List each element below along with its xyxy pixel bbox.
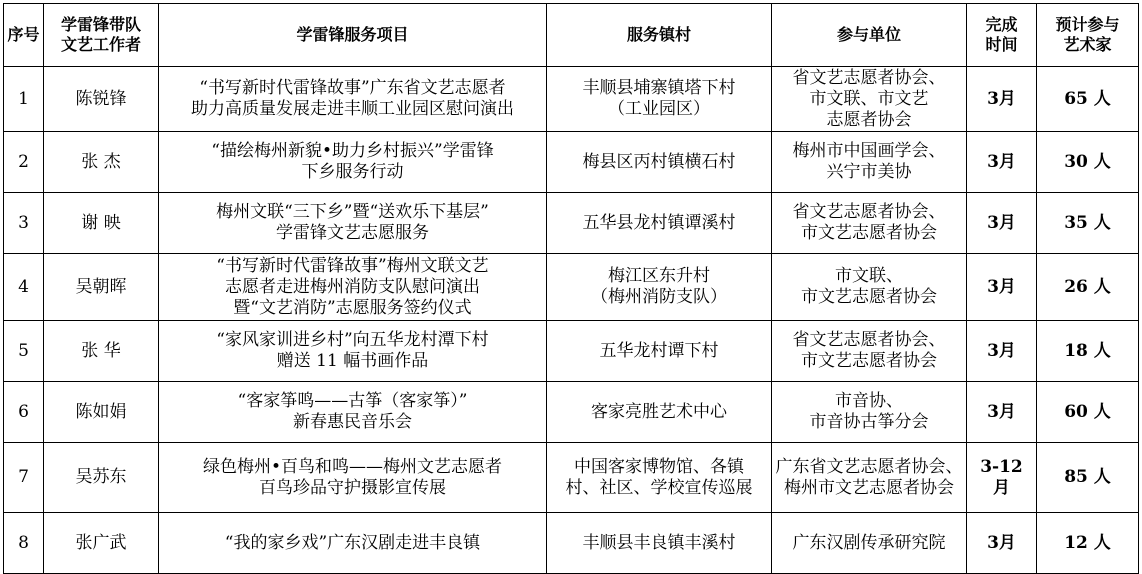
- header-row: [4, 4, 1139, 67]
- cell-project: “客家筝鸣——古筝（客家筝）” 新春惠民音乐会: [159, 382, 547, 443]
- table-row: [4, 513, 1139, 574]
- cell-time: 3月: [967, 193, 1037, 254]
- cell-project: “书写新时代雷锋故事”广东省文艺志愿者 助力高质量发展走进丰顺工业园区慰问演出: [159, 67, 547, 132]
- cell-artists: 65 人: [1037, 67, 1139, 132]
- cell-no: 4: [4, 254, 44, 321]
- cell-time: 3月: [967, 382, 1037, 443]
- cell-units: 省文艺志愿者协会、 市文艺志愿者协会: [772, 321, 967, 382]
- cell-project: “家风家训进乡村”向五华龙村潭下村 赠送 11 幅书画作品: [159, 321, 547, 382]
- cell-village: 五华县龙村镇谭溪村: [547, 193, 772, 254]
- cell-no: 6: [4, 382, 44, 443]
- cell-no: 1: [4, 67, 44, 132]
- table-row: [4, 193, 1139, 254]
- cell-units: 省文艺志愿者协会、 市文联、市文艺 志愿者协会: [772, 67, 967, 132]
- cell-units: 梅州市中国画学会、 兴宁市美协: [772, 132, 967, 193]
- cell-village: 梅江区东升村 （梅州消防支队）: [547, 254, 772, 321]
- cell-time: 3月: [967, 254, 1037, 321]
- col-header-units: 参与单位: [772, 4, 967, 67]
- cell-artists: 30 人: [1037, 132, 1139, 193]
- cell-project: 绿色梅州•百鸟和鸣——梅州文艺志愿者 百鸟珍品守护摄影宣传展: [159, 443, 547, 513]
- cell-leader: 张 杰: [44, 132, 159, 193]
- cell-artists: 12 人: [1037, 513, 1139, 574]
- cell-leader: 陈如娟: [44, 382, 159, 443]
- cell-leader: 陈锐锋: [44, 67, 159, 132]
- cell-village: 丰顺县埔寨镇塔下村 （工业园区）: [547, 67, 772, 132]
- cell-units: 广东汉剧传承研究院: [772, 513, 967, 574]
- col-header-no: 序号: [4, 4, 44, 67]
- col-header-village: 服务镇村: [547, 4, 772, 67]
- cell-no: 5: [4, 321, 44, 382]
- table-row: [4, 132, 1139, 193]
- cell-artists: 60 人: [1037, 382, 1139, 443]
- cell-leader: 吴苏东: [44, 443, 159, 513]
- cell-no: 3: [4, 193, 44, 254]
- cell-no: 8: [4, 513, 44, 574]
- table-row: [4, 254, 1139, 321]
- cell-no: 7: [4, 443, 44, 513]
- cell-artists: 35 人: [1037, 193, 1139, 254]
- table-row: [4, 67, 1139, 132]
- cell-units: 省文艺志愿者协会、 市文艺志愿者协会: [772, 193, 967, 254]
- cell-time: 3-12 月: [967, 443, 1037, 513]
- cell-time: 3月: [967, 513, 1037, 574]
- cell-leader: 吴朝晖: [44, 254, 159, 321]
- col-header-time: 完成 时间: [967, 4, 1037, 67]
- cell-village: 丰顺县丰良镇丰溪村: [547, 513, 772, 574]
- service-table: [3, 3, 1139, 574]
- cell-village: 中国客家博物馆、各镇 村、社区、学校宣传巡展: [547, 443, 772, 513]
- cell-project: “描绘梅州新貌•助力乡村振兴”学雷锋 下乡服务行动: [159, 132, 547, 193]
- cell-leader: 谢 映: [44, 193, 159, 254]
- cell-village: 五华龙村谭下村: [547, 321, 772, 382]
- cell-time: 3月: [967, 67, 1037, 132]
- cell-leader: 张 华: [44, 321, 159, 382]
- cell-time: 3月: [967, 132, 1037, 193]
- cell-leader: 张广武: [44, 513, 159, 574]
- table-row: [4, 321, 1139, 382]
- cell-project: “我的家乡戏”广东汉剧走进丰良镇: [159, 513, 547, 574]
- cell-time: 3月: [967, 321, 1037, 382]
- table-row: [4, 382, 1139, 443]
- cell-artists: 26 人: [1037, 254, 1139, 321]
- cell-village: 梅县区丙村镇横石村: [547, 132, 772, 193]
- col-header-project: 学雷锋服务项目: [159, 4, 547, 67]
- col-header-leader: 学雷锋带队 文艺工作者: [44, 4, 159, 67]
- cell-units: 广东省文艺志愿者协会、 梅州市文艺志愿者协会: [772, 443, 967, 513]
- cell-village: 客家亮胜艺术中心: [547, 382, 772, 443]
- cell-no: 2: [4, 132, 44, 193]
- table-row: [4, 443, 1139, 513]
- cell-units: 市音协、 市音协古筝分会: [772, 382, 967, 443]
- cell-project: “书写新时代雷锋故事”梅州文联文艺 志愿者走进梅州消防支队慰问演出 暨“文艺消防”志愿服务签约仪式: [159, 254, 547, 321]
- cell-units: 市文联、 市文艺志愿者协会: [772, 254, 967, 321]
- col-header-artists: 预计参与 艺术家: [1037, 4, 1139, 67]
- cell-project: 梅州文联“三下乡”暨“送欢乐下基层” 学雷锋文艺志愿服务: [159, 193, 547, 254]
- cell-artists: 85 人: [1037, 443, 1139, 513]
- cell-artists: 18 人: [1037, 321, 1139, 382]
